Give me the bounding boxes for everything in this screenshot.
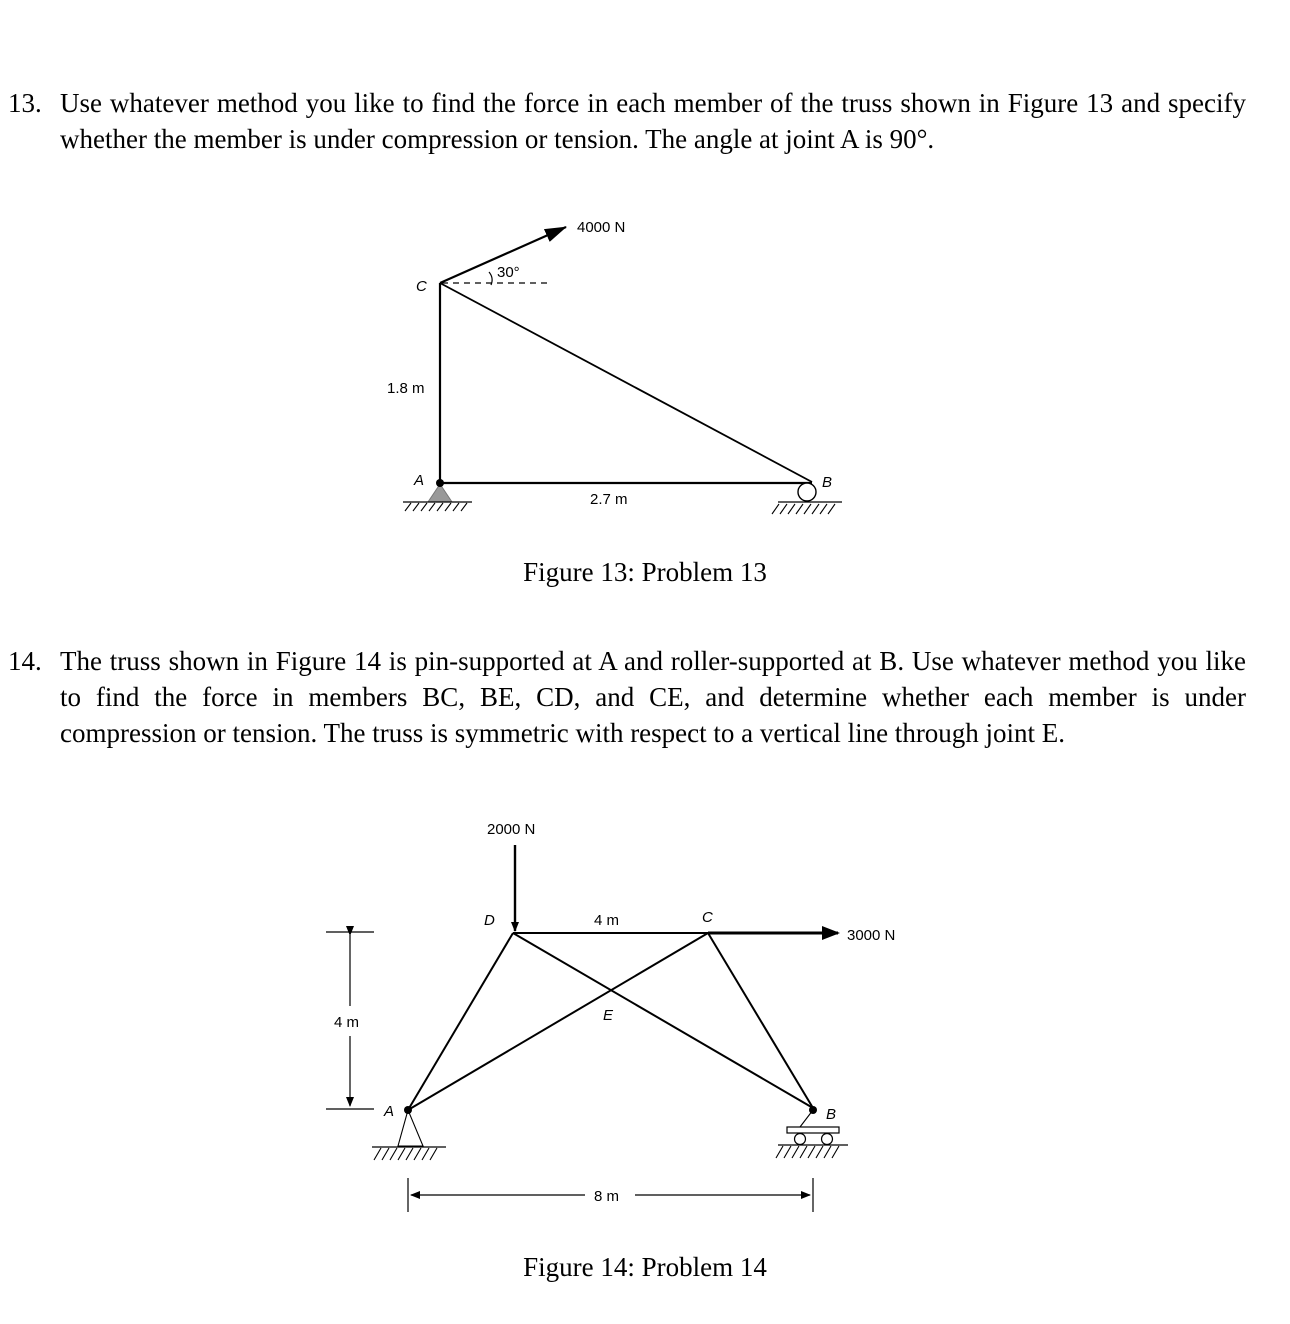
member-cb [440, 283, 812, 482]
problem-number: 13. [8, 88, 42, 118]
joint-c-label: C [702, 909, 713, 926]
joint-d-label: D [484, 912, 495, 929]
horizontal-force-label: 3000 N [847, 927, 896, 944]
height-label: 1.8 m [387, 380, 425, 397]
roller-support-b [776, 1106, 848, 1158]
top-length-label: 4 m [594, 912, 620, 929]
joint-e-label: E [603, 1007, 614, 1024]
member-ad [408, 933, 513, 1110]
width-label: 2.7 m [590, 491, 628, 508]
joint-b-label: B [822, 474, 833, 491]
problem-number: 14. [8, 646, 42, 676]
span-label: 8 m [594, 1188, 620, 1205]
joint-b-label: B [826, 1106, 837, 1123]
angle-label: 30° [497, 264, 520, 281]
joint-a-label: A [414, 472, 425, 489]
truss-13-members [440, 283, 812, 483]
height-label: 4 m [334, 1014, 360, 1031]
vertical-force-label: 2000 N [487, 821, 536, 838]
problem-text: The truss shown in Figure 14 is pin-supported at A and roller-supported at B. Use whatever method you like to find the force in members BC, BE, CD, and CE, and determine whether each member is under compression or tension. The truss is symmetric with respect to a vertical line through joint E. [60, 646, 1246, 748]
figure-13-caption: Figure 13: Problem 13 [523, 557, 767, 587]
figure-14-caption: Figure 14: Problem 14 [523, 1252, 767, 1282]
arrowhead-icon [822, 926, 840, 940]
joint-a-label: A [384, 1103, 395, 1120]
problem-text: Use whatever method you like to find the force in each member of the truss shown in Figure 13 and specify whether the member is under compression or tension. The angle at joint A is 90°. [60, 88, 1246, 154]
joint-c-label: C [416, 278, 427, 295]
force-label: 4000 N [577, 219, 626, 236]
problem-14 [8, 643, 1246, 751]
member-bc [708, 933, 813, 1108]
